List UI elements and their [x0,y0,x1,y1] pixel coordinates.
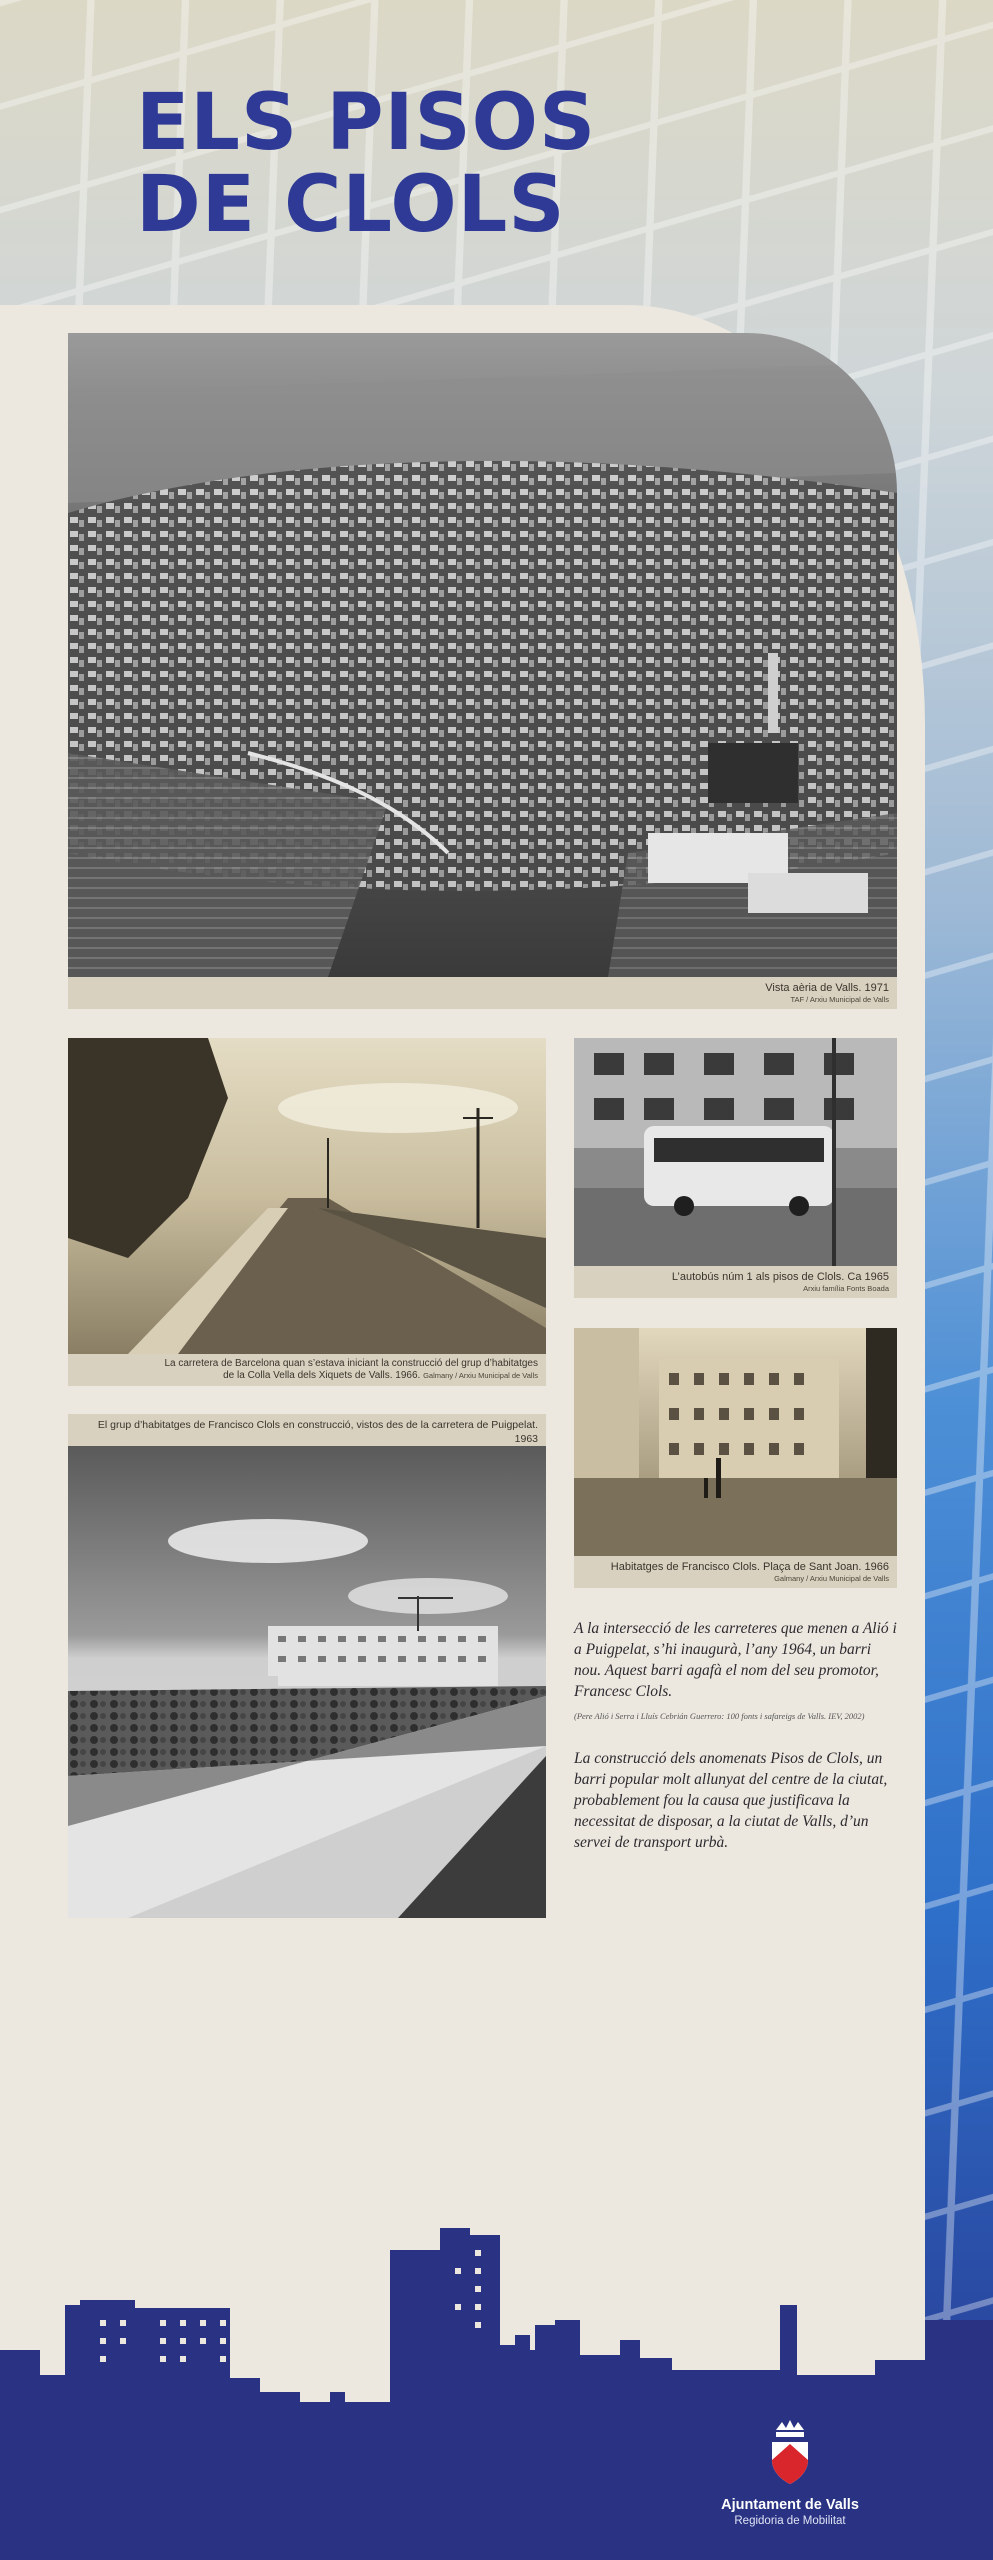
aerial-caption-credit: TAF / Arxiu Municipal de Valls [790,995,889,1004]
road-caption-line-2: de la Colla Vella dels Xiquets de Valls. 1966. [223,1370,421,1381]
placa-photo [574,1328,897,1556]
coat-of-arms-icon [768,2420,812,2486]
page-title [136,78,597,250]
aerial-photo [68,333,897,977]
construction-photo [68,1446,546,1918]
placa-caption-credit: Galmany / Arxiu Municipal de Valls [774,1574,889,1583]
logo-subtitle: Regidoria de Mobilitat [734,2515,846,2527]
road-caption-line-1: La carretera de Barcelona quan s’estava iniciant la construcció del grup d’habitatges [164,1358,538,1369]
road-caption-credit: Galmany / Arxiu Municipal de Valls [423,1371,538,1380]
aerial-caption-text: Vista aèria de Valls. 1971 [765,982,889,994]
source-citation: (Pere Alió i Serra i Lluís Cebrián Guerrero: 100 fonts i safareigs de Valls. IEV, 2002) [574,1711,865,1721]
intro-paragraph: A la intersecció de les carreteres que menen a Alió i a Puigpelat, s’hi inaugurà, l’any 1964, un barri nou. Aquest barri agafà el nom del seu promotor, Francesc Clols. [574,1620,897,1700]
aerial-photo-caption [68,977,897,1009]
city-council-logo [700,2420,880,2527]
bus-photo [574,1038,897,1266]
second-paragraph: La construcció dels anomenats Pisos de Clols, un barri popular molt allunyat del centre de la ciutat, probablement fou la causa que justificava la necessitat de disposar, a la ciutat de Valls, d’un servei de transport urbà. [574,1750,888,1851]
bus-caption-credit: Arxiu família Fonts Boada [803,1284,889,1293]
logo-name: Ajuntament de Valls [721,2497,859,2513]
title-line-1: ELS PISOS [136,78,597,168]
road-photo-caption [68,1354,546,1386]
bus-photo-caption [574,1266,897,1298]
road-photo [68,1038,546,1354]
construction-caption-text: El grup d’habitatges de Francisco Clols en construcció, vistos des de la carretera de Puigpelat. 1963 [97,1419,538,1445]
placa-caption-text: Habitatges de Francisco Clols. Plaça de Sant Joan. 1966 [610,1561,889,1573]
bus-caption-text: L’autobús núm 1 als pisos de Clols. Ca 1965 [671,1271,889,1283]
placa-photo-caption [574,1556,897,1588]
title-line-2: DE CLOLS [136,160,566,250]
construction-photo-caption [68,1414,546,1446]
